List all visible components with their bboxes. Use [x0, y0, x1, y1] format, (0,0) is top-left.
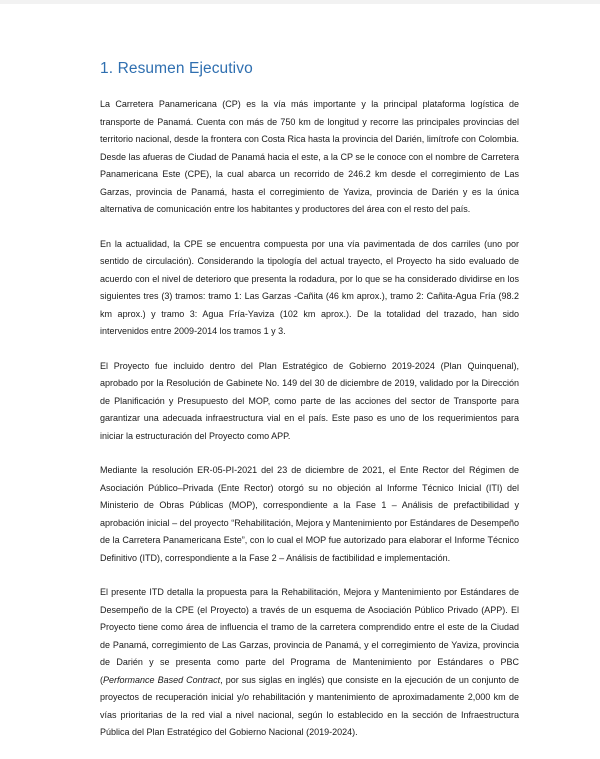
paragraph-itd-text-start: El presente ITD detalla la propuesta para la Rehabilitación, Mejora y Mantenimiento por Estándares de Desempeño de la CPE (el Proyecto) a través de un esquema de Asociación Público Privado (APP). El Proyecto tiene como área de influencia el tramo de la carretera comprendido entre el este de la Ciudad de Panamá, corregimiento de Las Garzas, provincia de Panamá, y el corregimiento de Yaviza, provincia de Darién y se presenta como parte del Programa de Mantenimiento por Estándares o PBC (: [100, 587, 519, 685]
section-number: 1.: [100, 60, 114, 77]
page-top-edge: [0, 0, 600, 4]
paragraph-cpe-sections: En la actualidad, la CPE se encuentra compuesta por una vía pavimentada de dos carriles (uno por sentido de circulación). Considerando la tipología del actual trayecto, el Proyecto ha sido evaluado de acuerdo con el nivel de deterioro que presenta la rodadura, por lo que se ha considerado dividirse en los siguientes tres (3) tramos: tramo 1: Las Garzas -Cañita (46 km aprox.), tramo 2: Cañita-Agua Fría (98.2 km aprox.) y tramo 3: Agua Fría-Yaviza (102 km aprox.). De la totalidad del trazado, han sido intervenidos entre 2009-2014 los tramos 1 y 3.: [100, 238, 519, 336]
paragraph-itd-proposal: [100, 584, 519, 742]
section-title: Resumen Ejecutivo: [117, 60, 253, 77]
section-body: [100, 96, 519, 759]
section-heading: [100, 60, 253, 78]
paragraph-cp-overview: La Carretera Panamericana (CP) es la vía más importante y la principal plataforma logística de transporte de Panamá. Cuenta con más de 750 km de longitud y recorre las principales provincias del territorio nacional, desde la frontera con Costa Rica hasta la provincia del Darién, limítrofe con Colombia. Desde las afueras de Ciudad de Panamá hacia el este, a la CP se le conoce con el nombre de Carretera Panamericana Este (CPE), la cual abarca un recorrido de 246.2 km desde el corregimiento de Las Garzas, provincia de Panamá, hasta el corregimiento de Yaviza, provincia de Darién y es la única alternativa de comunicación entre los habitantes y productores del área con el resto del país.: [100, 99, 519, 214]
paragraph-strategic-plan: El Proyecto fue incluido dentro del Plan Estratégico de Gobierno 2019-2024 (Plan Quinquenal), aprobado por la Resolución de Gabinete No. 149 del 30 de diciembre de 2019, validado por la Dirección de Planificación y Presupuesto del MOP, como parte de las acciones del sector de Transporte para garantizar una adecuada infraestructura vial en el país. Este paso es uno de los requerimientos para iniciar la estructuración del Proyecto como APP.: [100, 360, 519, 441]
paragraph-itd-italic-term: Performance Based Contract: [103, 674, 221, 685]
paragraph-itd-text-end: , por sus siglas en inglés) que consiste en la ejecución de un conjunto de proyectos de recuperación inicial y/o rehabilitación y mantenimiento de aproximadamente 2,000 km de vías prioritarias de la red vial a nivel nacional, según lo establecido en la sección de Infraestructura Pública del Plan Estratégico del Gobierno Nacional (2019-2024).: [100, 674, 519, 737]
paragraph-ente-rector-resolution: Mediante la resolución ER-05-PI-2021 del 23 de diciembre de 2021, el Ente Rector del Régimen de Asociación Público–Privada (Ente Rector) otorgó su no objeción al Informe Técnico Inicial (ITI) del Ministerio de Obras Públicas (MOP), correspondiente a la Fase 1 – Análisis de prefactibilidad y aprobación inicial – del proyecto “Rehabilitación, Mejora y Mantenimiento por Estándares de Desempeño de la Carretera Panamericana Este”, con lo cual el MOP fue autorizado para elaborar el Informe Técnico Definitivo (ITD), correspondiente a la Fase 2 – Análisis de factibilidad e implementación.: [100, 465, 519, 563]
